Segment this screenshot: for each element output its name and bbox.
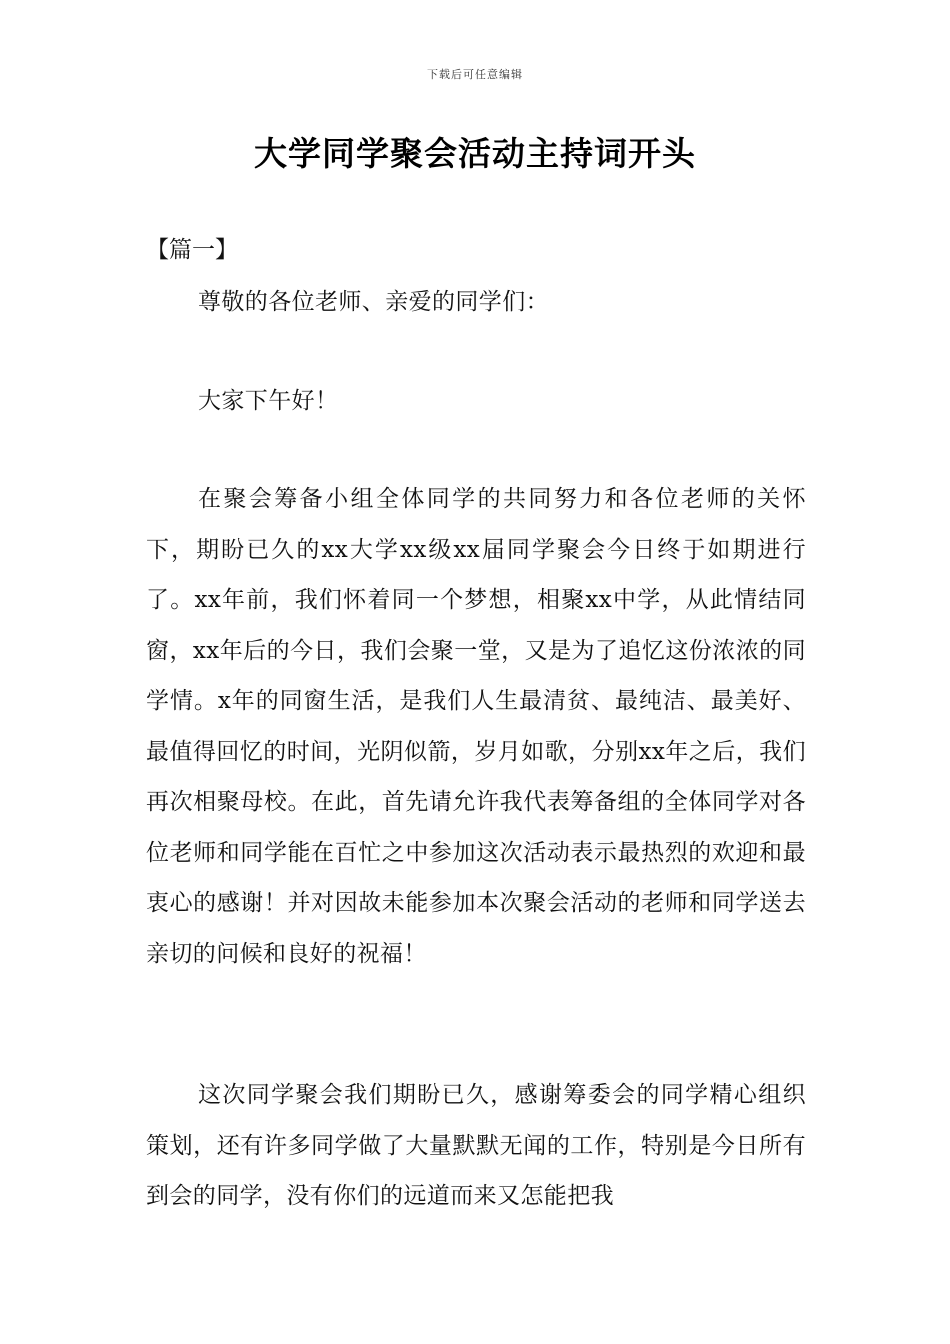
paragraph-greeting: 尊敬的各位老师、亲爱的同学们： bbox=[198, 289, 549, 315]
header-note: 下载后可任意编辑 bbox=[427, 68, 523, 81]
paragraph-main: 在聚会筹备小组全体同学的共同努力和各位老师的关怀下，期盼已久的xx大学xx级xx届同学聚会今日终于如期进行了。xx年前，我们怀着同一个梦想，相聚xx中学，从此情结同窗，xx年后的今日，我们会聚一堂，又是为了追忆这份浓浓的同学情。x年的同窗生活，是我们人生最清贫、最纯洁、最美好、最值得回忆的时间，光阴似箭，岁月如歌，分别xx年之后，我们再次相聚母校。在此，首先请允许我代表筹备组的全体同学对各位老师和同学能在百忙之中参加这次活动表示最热烈的欢迎和最衷心的感谢！并对因故未能参加本次聚会活动的老师和同学送去亲切的问候和良好的祝福！ bbox=[146, 486, 806, 967]
section-label: 【篇一】 bbox=[146, 237, 238, 263]
paragraph-salutation: 大家下午好！ bbox=[198, 388, 339, 414]
paragraph-continued: 这次同学聚会我们期盼已久，感谢筹委会的同学精心组织策划，还有许多同学做了大量默默无闻的工作，特别是今日所有到会的同学，没有你们的远道而来又怎能把我 bbox=[146, 1082, 806, 1209]
document-title: 大学同学聚会活动主持词开头 bbox=[254, 134, 696, 173]
